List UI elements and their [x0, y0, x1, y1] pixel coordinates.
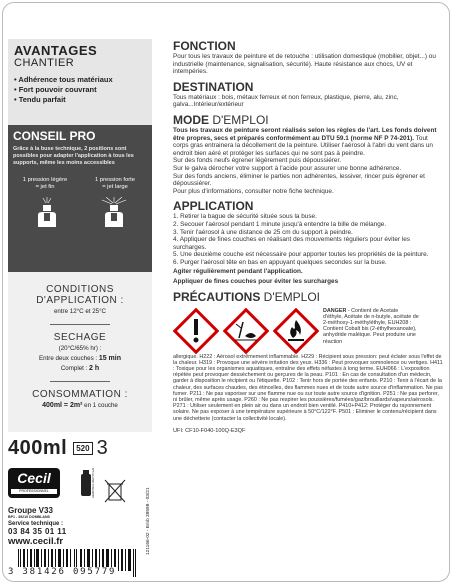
exclamation-hazard-icon [173, 308, 219, 354]
ufi-code: UFI: CF10-F040-100Q-E3QF [173, 427, 246, 434]
divider [50, 324, 110, 325]
application-step: 5. Une deuxième couche est nécessaire pour apporter toutes les propriétés de la peinture. [173, 251, 429, 259]
application-note: Agiter régulièrement pendant l'application. [173, 268, 303, 276]
application-note: Appliquer de fines couches pour éviter les surcharges [173, 278, 339, 286]
mode-body: Tout corps gras entrainera la décollement de la peinture. Utiliser l'aérosol à l'abri du vent dans un endroit bien aéré et protéger les surfaces qui ne sont pas à peindre. [173, 134, 433, 157]
destination-title: DESTINATION [173, 79, 254, 94]
conseil-pro-panel [8, 125, 152, 272]
brand-name: Cecil [17, 470, 51, 486]
brand-block [8, 432, 152, 547]
avantage-item: • Adhérence tous matériaux [14, 75, 113, 84]
conseil-text: Grâce à la buse technique, 2 positions sont possibles pour adapter l'application à tous les supports, même les moins accessibles [13, 146, 134, 166]
conditions-panel [8, 272, 152, 432]
groupe: Groupe V33 [8, 506, 53, 515]
avantages-subtitle: CHANTIER [14, 57, 75, 69]
destination-text: Tous matériaux : bois, métaux ferreux et non ferreux, plastique, pierre, alu, zinc, galva...Intérieur/extérieur [173, 93, 399, 109]
sechage-complet [8, 365, 152, 373]
right-column [173, 39, 443, 435]
conseil-pressions [13, 177, 147, 191]
volume: 400ml [8, 437, 68, 459]
barcode-number: 3 381426 095779 [8, 567, 117, 577]
hazard-pictograms [173, 308, 443, 354]
pression-legere-label: 1 pression légère [22, 177, 68, 183]
avantages-title: AVANTAGES [14, 43, 98, 58]
precautions-title-thin: D'EMPLOI [260, 289, 320, 304]
environment-hazard-icon [223, 308, 269, 354]
couches-prefix: Entre deux couches : [38, 355, 99, 362]
spray-fine-icon [34, 197, 60, 229]
danger-intro [323, 308, 419, 354]
mode-line: Pour plus d'informations, consulter notre fiche technique. [173, 187, 334, 195]
complet-prefix: Complet : [60, 365, 90, 372]
spray-nozzle-icons [13, 197, 147, 229]
pression-legere-value: = jet fin [35, 184, 55, 190]
conseil-title: CONSEIL PRO [13, 129, 96, 143]
pression-forte [83, 177, 147, 191]
crossed-bin-icon [103, 478, 127, 504]
flame-hazard-icon [273, 308, 319, 354]
consommation-value [8, 402, 152, 410]
precautions-title-bold: PRÉCAUTIONS [173, 289, 261, 304]
avantage-item: • Fort pouvoir couvrant [14, 85, 97, 94]
precautions-text: allergique. H222 : Aérosol extrêmement inflammable. H229 : Récipient sous pression: peut éclater sous l'effet de la chaleur. H319 : Provoque une sévère irritation des yeux. H336 : Peut provoquer somnolence ou vertiges. H411 : Toxique pour les organismes aquatiques, entraîne des effets néfastes à long terme. EUH066 : L'exposition répétée peut provoquer dessèchement ou gerçures de la peau. P101 : En cas de consultation d'un médecin, garder à disposition le récipient ou l'étiquette. P102 : Tenir hors de portée des enfants. P210 : Tenir à l'écart de la chaleur, des surfaces chaudes, des étincelles, des flammes nues et de toute autre source d'inflammation. Ne pas fumer. P211 : Ne pas vaporiser sur une flamme nue ou sur toute autre source d'ignition. P251 : Ne pas perforer, ni brûler, même après usage. P260 : Ne pas respirer les poussières/fumées/gaz/brouillards/vapeurs/aérosols. P271 : Utiliser seulement en plein air ou dans un endroit bien ventilé. P410+P412: Protéger du rayonnement solaire. Ne pas exposer à une température supérieure à 50°C/122°F. P501 : Eliminer le contenu/récipient dans une déchetterie (contacter la collectivité locale). [173, 353, 443, 422]
application-title: APPLICATION [173, 199, 254, 214]
application-step: 2. Secouer l'aérosol pendant 1 minute jusqu'à entendre la bille de mélange. [173, 220, 387, 228]
complet-value: 2 h [89, 365, 100, 372]
danger-word: DANGER [323, 307, 347, 314]
avantages-list [14, 75, 146, 105]
phone: 03 84 35 01 11 [8, 527, 67, 536]
application-step: 4. Appliquer de fines couches en réalisant des mouvements réguliers pour éviter les surcharges. [173, 236, 410, 251]
aerosol-recyclable-icon [77, 468, 99, 504]
recycle-icons [77, 468, 127, 547]
avantage-item: • Tendu parfait [14, 95, 66, 104]
left-column [8, 39, 152, 571]
service-label: Service technique : [8, 521, 64, 527]
website: www.cecil.fr [8, 536, 64, 547]
product-label [2, 2, 450, 582]
application-step: 3. Tenir l'aérosol à une distance de 25 cm du support à peindre. [173, 228, 353, 236]
conso-amount: 400ml = 2m² [42, 402, 83, 409]
sechage-couches [8, 355, 152, 363]
volume-row [8, 437, 152, 460]
product-code: 520 [73, 442, 92, 455]
mode-title-thin: D'EMPLOI [209, 112, 269, 127]
application-step: 6. Purger l'aérosol tête en bas en appuyant quelques secondes sur la buse. [173, 258, 387, 266]
mode-text [173, 127, 443, 157]
sechage-sub: (20°C/65% hr) : [58, 345, 102, 352]
precautions-title [173, 290, 443, 304]
fonction-title: FONCTION [173, 39, 236, 53]
conso-suffix: en 1 couche [82, 402, 118, 409]
divider [50, 381, 110, 382]
pression-forte-label: 1 pression forte [95, 177, 135, 183]
pression-legere [13, 177, 77, 191]
spray-large-icon [101, 197, 127, 229]
consommation-title: CONSOMMATION : [32, 389, 128, 400]
brand-pro: PROFESSIONNEL [11, 489, 57, 494]
mode-emploi-title [173, 113, 443, 127]
svg-text:AEROSOL RECYCLABLE: AEROSOL RECYCLABLE [90, 468, 95, 498]
mode-line: Sur des fonds anciens, éliminer le parties non adhérentes, lessiver, rincer puis égrener et dépoussiérer. [173, 172, 425, 188]
cecil-logo [8, 468, 60, 498]
mode-line: Sur des fonds neufs égrener légèrement puis dépoussiérer. [173, 157, 342, 165]
barcode [8, 549, 152, 577]
conditions-temperature: entre 12°C et 25°C [53, 308, 107, 315]
fonction-text: Pour tous les travaux de peinture et de retouche : utilisation domestique (mobilier, objet...) ou industrielle (maintenance, signalisation, sécurité). Haute résistance aux chocs, UV et intempéries. [173, 53, 436, 76]
product-three: 3 [96, 437, 108, 459]
pression-forte-value: = jet large [102, 184, 128, 190]
conditions-heading: CONDITIONS [46, 284, 114, 295]
application-steps [173, 213, 443, 266]
side-code: 121166-02 - Emb 39598 - 03/21 [146, 487, 151, 555]
conditions-heading-2: D'APPLICATION : [36, 295, 124, 306]
sechage-title: SECHAGE [53, 332, 107, 343]
avantages-panel [8, 39, 152, 125]
application-step: 1. Retirer la bague de sécurité située sous la buse. [173, 213, 317, 221]
couches-value: 15 min [98, 355, 122, 362]
address: BP1 - 39210 DOMBLANS [8, 515, 50, 519]
mode-line: Sur le galva dérocher votre support à l'acide pour assurer une bonne adhérence. [173, 164, 402, 172]
mode-title-bold: MODE [173, 112, 209, 127]
mode-bold: Tous les travaux de peinture seront réalisés selon les règles de l'art. Les fonds doivent être propres, secs et préparés conformément au DTU 59.1 (norme NF P 74-201). [173, 126, 437, 142]
danger-intro-text: - Contient de Acetate d'éthyle, Acétate de n-butyle, acétate de 2-méthoxy-1-méthyléthyle, EUH208 : Contient Cobalt bis (2-éthylhexanoate), anhydride maléique. Peut produire une réaction [323, 307, 419, 345]
